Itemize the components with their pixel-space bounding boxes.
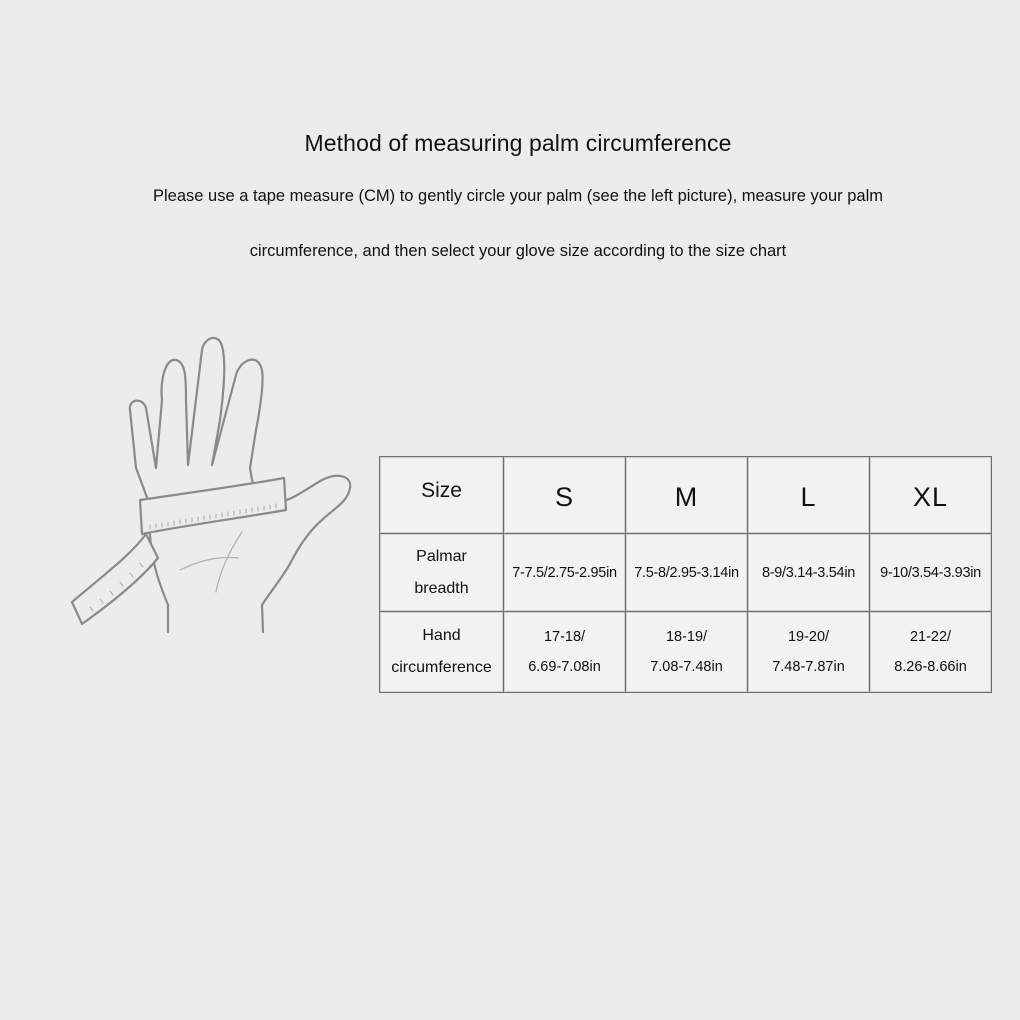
- size-value-cell: [748, 534, 870, 612]
- size-header-cell: [748, 457, 870, 534]
- value-line-1: 9-10/3.54-3.93in: [880, 564, 981, 581]
- size-value-cell: [626, 534, 748, 612]
- size-value-cell: [504, 534, 626, 612]
- hand-with-tape-measure-icon: [60, 320, 370, 650]
- value-line-1: 7.5-8/2.95-3.14in: [634, 564, 739, 581]
- palm-crease: [180, 558, 238, 571]
- size-header-row: [380, 457, 992, 534]
- size-value-cell: [870, 534, 992, 612]
- value-line-1: 21-22/: [909, 629, 952, 645]
- row-label-line-1: Hand: [422, 627, 461, 644]
- size-header-cell: [870, 457, 992, 534]
- row-label-line-1: Palmar: [416, 547, 467, 565]
- value-line-1: 7-7.5/2.75-2.95in: [512, 564, 617, 581]
- row-label-cell: [380, 612, 504, 693]
- size-value-cell: [748, 612, 870, 693]
- row-label-line-2: breadth: [414, 579, 469, 597]
- value-line-1: 17-18/: [543, 629, 586, 645]
- value-line-1: 19-20/: [787, 629, 830, 645]
- size-header-cell: [626, 457, 748, 534]
- hand-circumference-row: [380, 612, 992, 693]
- palm-crease-2: [216, 532, 242, 592]
- tape-end: [72, 534, 158, 624]
- palmar-breadth-row: [380, 534, 992, 612]
- value-line-2: 6.69-7.08in: [528, 659, 601, 675]
- size-value-cell: [504, 612, 626, 693]
- row-label-line-2: circumference: [391, 659, 492, 676]
- row-label-cell: [380, 534, 504, 612]
- size-header-cell: [504, 457, 626, 534]
- size-value-cell: [626, 612, 748, 693]
- size-s-label: S: [554, 481, 574, 512]
- size-header-label-cell: [380, 457, 504, 534]
- wrist-right-line: [262, 605, 263, 632]
- instruction-line-2: circumference, and then select your glove size according to the size chart: [249, 242, 787, 260]
- value-line-2: 7.08-7.48in: [650, 659, 723, 675]
- size-m-label: M: [674, 481, 699, 512]
- size-l-label: L: [800, 481, 817, 512]
- hand-outline: [130, 338, 350, 605]
- size-header-label: Size: [421, 479, 462, 502]
- size-value-cell: [870, 612, 992, 693]
- value-line-1: 8-9/3.14-3.54in: [761, 564, 856, 581]
- size-chart-table: [379, 456, 992, 693]
- value-line-2: 8.26-8.66in: [894, 659, 967, 675]
- value-line-1: 18-19/: [665, 629, 708, 645]
- page-title: Method of measuring palm circumference: [304, 130, 732, 156]
- value-line-2: 7.48-7.87in: [772, 659, 845, 675]
- size-xl-label: XL: [912, 481, 949, 512]
- instruction-line-1: Please use a tape measure (CM) to gently circle your palm (see the left picture), measure your palm: [153, 187, 883, 205]
